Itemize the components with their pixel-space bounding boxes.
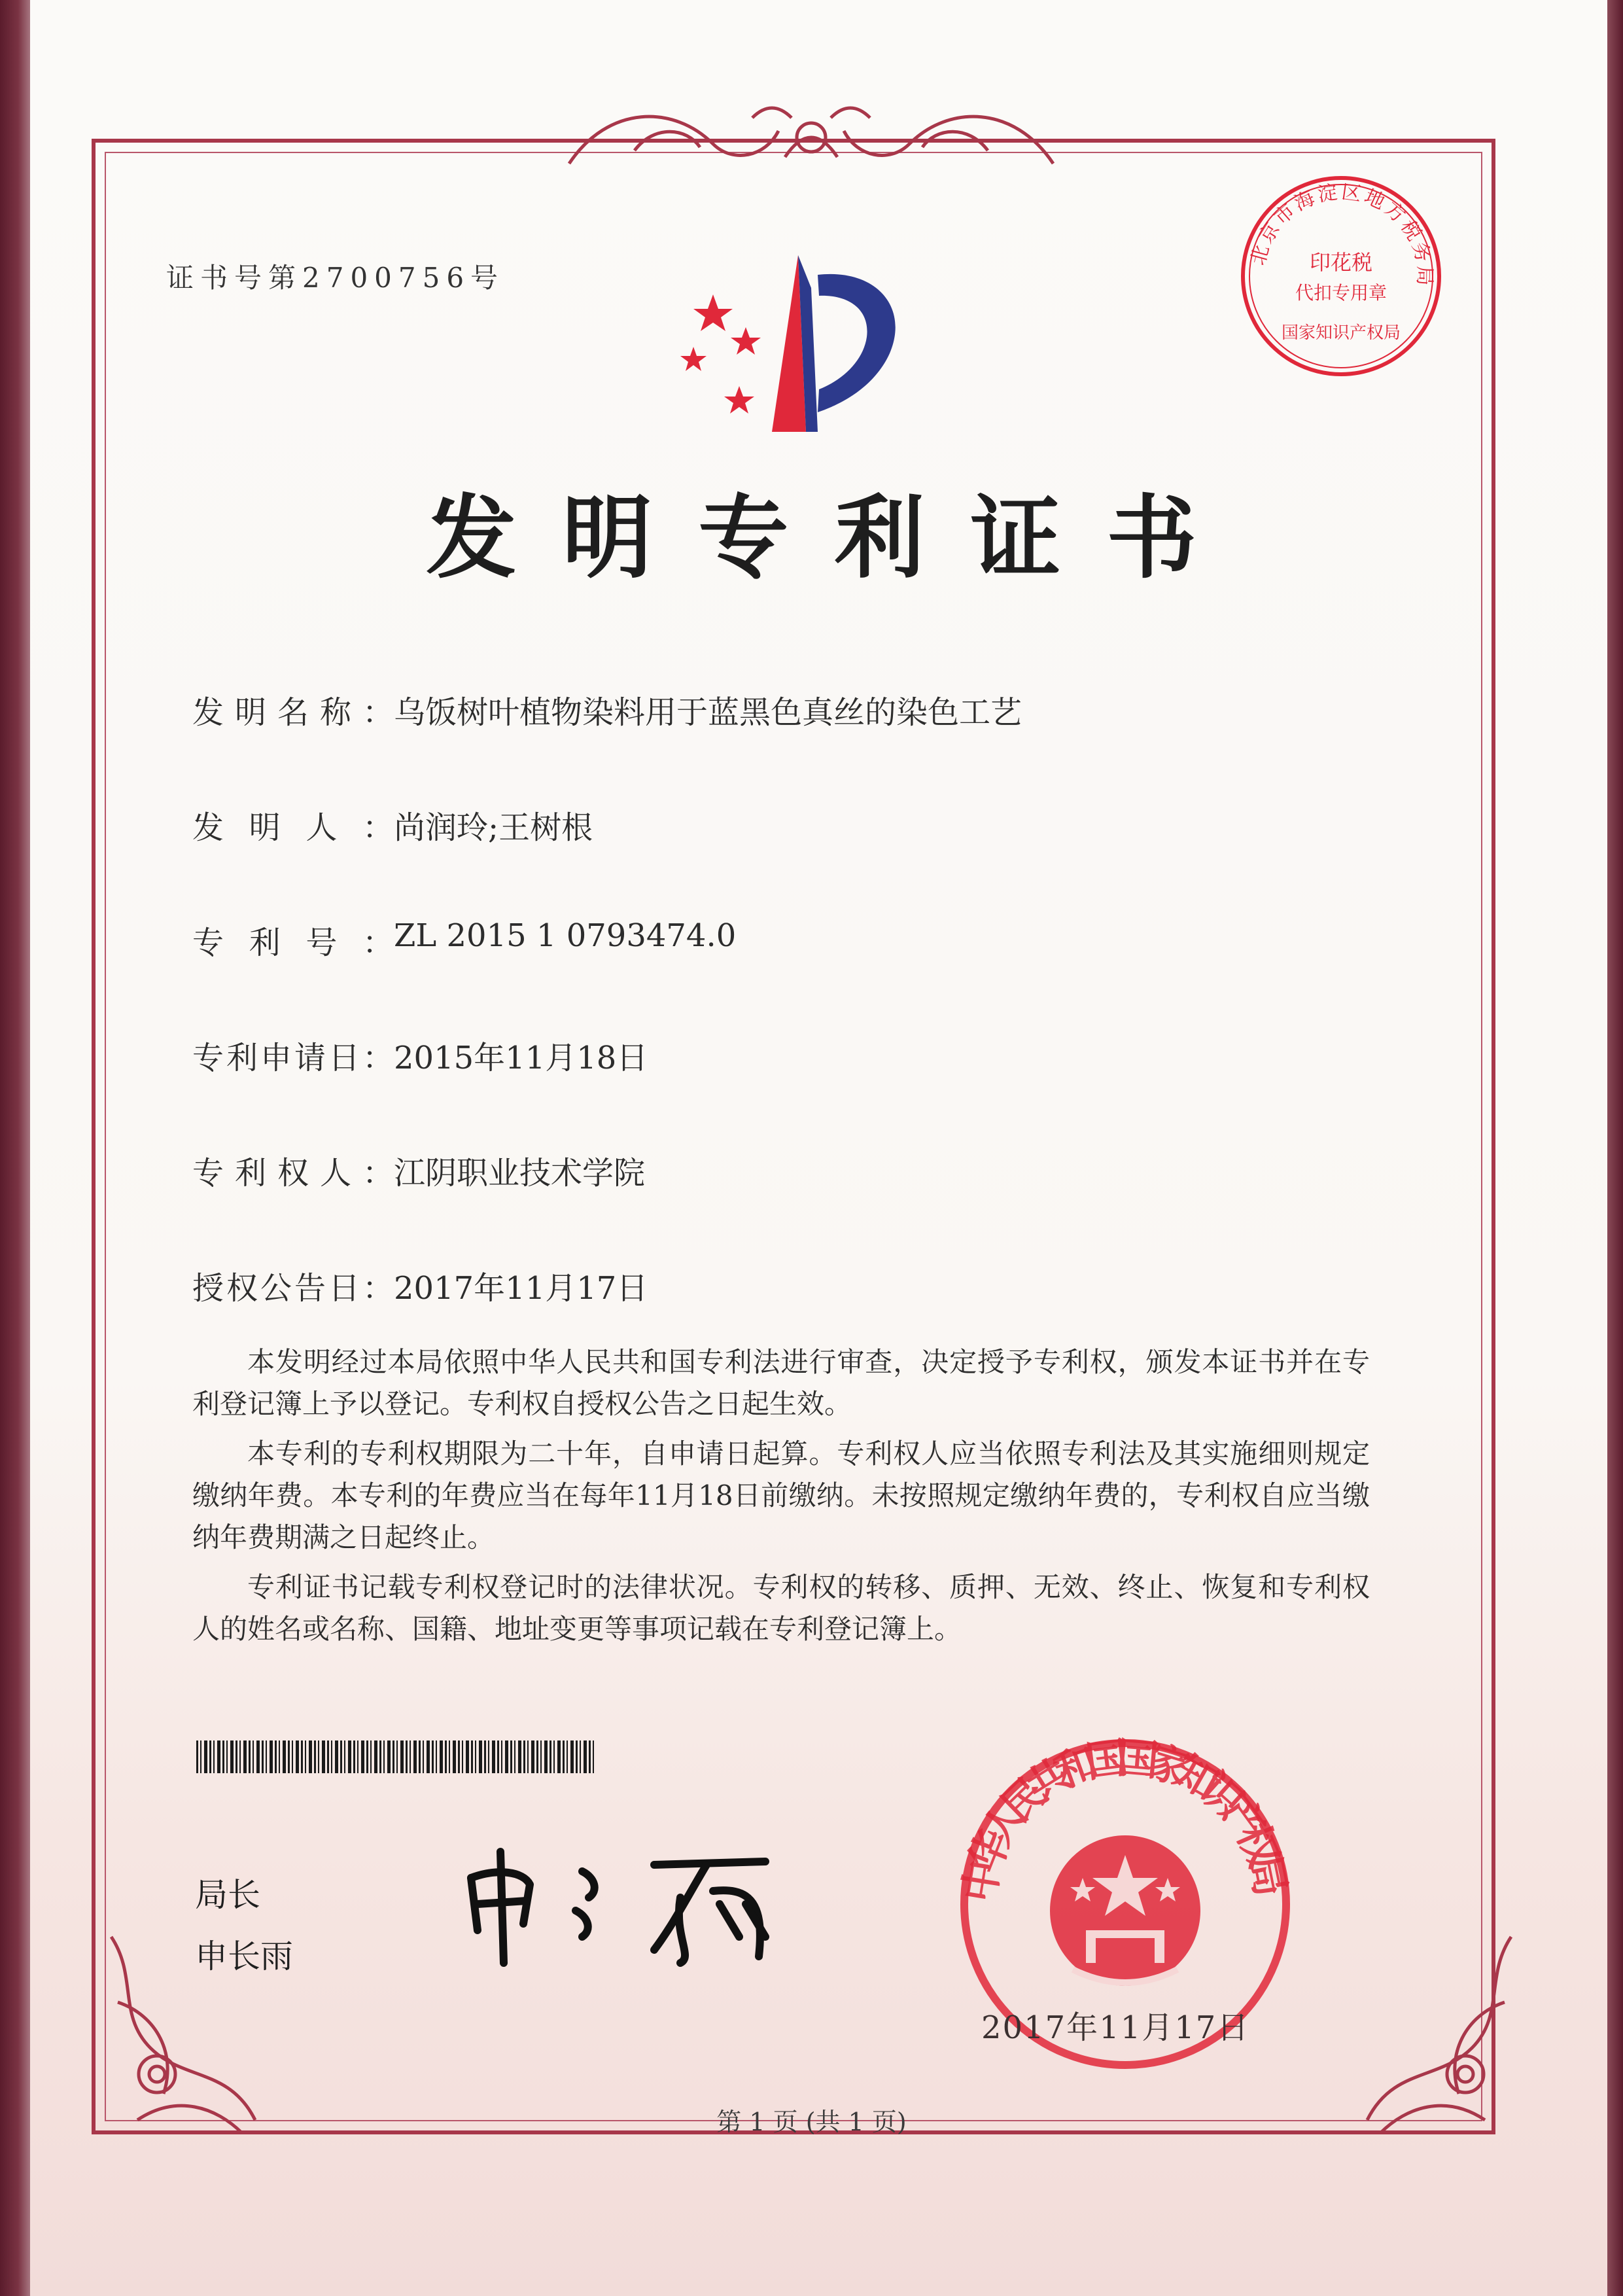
- body-paragraph: 本专利的专利权期限为二十年，自申请日起算。专利权人应当依照专利法及其实施细则规定缴纳年费。本专利的年费应当在每年11月18日前缴纳。未按照规定缴纳年费的，专利权自应当缴纳年费期满之日起终止。: [192, 1438, 1370, 1553]
- top-ornament-icon: [556, 92, 1066, 177]
- field-value: 尚润玲;王树根: [394, 809, 593, 846]
- field-value: 2017年11月17日: [394, 1270, 648, 1307]
- field-label: 发明名称：: [192, 694, 394, 731]
- stamp-date: 2017年11月17日: [981, 2009, 1250, 2046]
- page-title: 发明专利证书: [426, 484, 1243, 591]
- patent-office-emblem-icon: [667, 249, 929, 445]
- body-paragraph: 本发明经过本局依照中华人民共和国专利法进行审查，决定授予专利权，颁发本证书并在专利登记簿上予以登记。专利权自授权公告之日起生效。: [192, 1346, 1370, 1420]
- field-label: 发明人：: [192, 809, 394, 846]
- field-application-date: [192, 1033, 648, 1078]
- field-value: 2015年11月18日: [394, 1040, 648, 1076]
- director-title: 局长: [195, 1876, 260, 1914]
- tax-seal-ring-text: 北京市海淀区地方税务局: [1246, 181, 1437, 289]
- tax-seal-center-line2: 代扣专用章: [1295, 282, 1387, 304]
- field-value: ZL 2015 1 0793474.0: [394, 917, 737, 954]
- barcode: [196, 1740, 597, 1773]
- field-value: 乌饭树叶植物染料用于蓝黑色真丝的染色工艺: [394, 694, 1022, 731]
- field-label: 专利权人：: [192, 1155, 394, 1192]
- field-grant-date: [192, 1263, 648, 1308]
- binding-edge-left: [0, 0, 30, 2296]
- tax-seal-center-line1: 印花税: [1309, 250, 1373, 275]
- field-label: 授权公告日：: [192, 1270, 394, 1307]
- cnipa-seal-ring-text: 中华人民共和国国家知识产权局: [955, 1734, 1295, 1906]
- certificate-body-text: [192, 1341, 1370, 1650]
- field-patent-number: [192, 917, 736, 963]
- binding-edge-right: [1607, 0, 1623, 2296]
- field-label: 专利申请日：: [192, 1040, 394, 1076]
- tax-seal-stamp-icon: [1236, 171, 1446, 381]
- tax-seal-bottom-text: 国家知识产权局: [1281, 323, 1401, 343]
- field-inventor: [192, 802, 593, 847]
- certificate-number: 证书号第2700756号: [166, 262, 505, 294]
- field-value: 江阴职业技术学院: [394, 1155, 646, 1192]
- field-label: 专利号：: [192, 925, 394, 961]
- body-paragraph: 专利证书记载专利权登记时的法律状况。专利权的转移、质押、无效、终止、恢复和专利权人的姓名或名称、国籍、地址变更等事项记载在专利登记簿上。: [192, 1571, 1370, 1645]
- director-name: 申长雨: [195, 1937, 293, 1975]
- field-patentee: [192, 1148, 645, 1193]
- field-invention-name: [192, 687, 1022, 732]
- page-number: 第 1 页 (共 1 页): [716, 2108, 907, 2136]
- handwritten-signature: [458, 1839, 798, 1969]
